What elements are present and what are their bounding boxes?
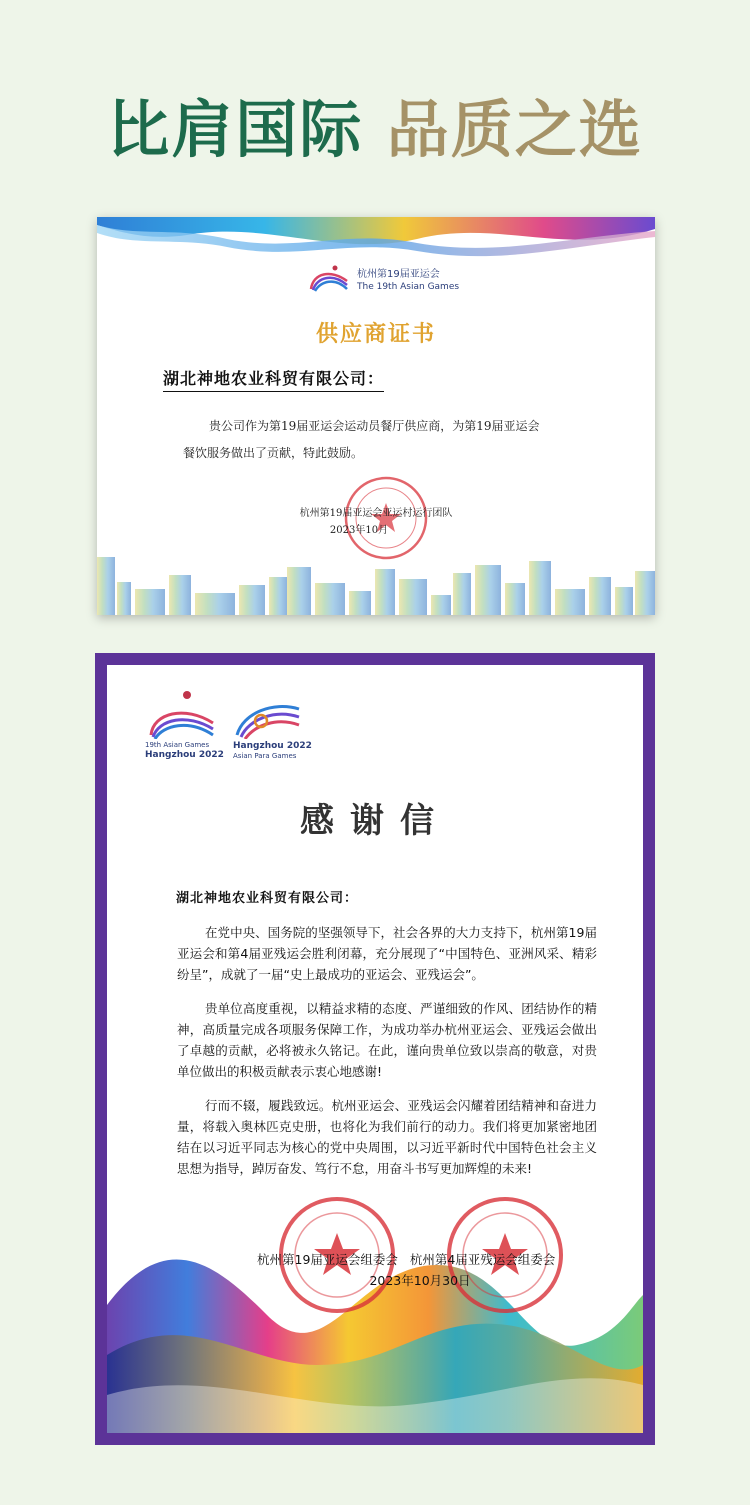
issuer-1: 杭州第19届亚运会组委会 [257,1252,398,1267]
asian-games-emblem-icon [145,689,217,739]
logo-en-text: The 19th Asian Games [357,282,460,292]
headline-secondary: 品质之选 [386,93,643,166]
letter-signature [257,1249,577,1291]
logo1-line1: 19th Asian Games [145,741,210,749]
page-headline [0,92,750,168]
letter-date: 2023年10月30日 [369,1273,471,1288]
headline-primary: 比肩国际 [107,93,364,166]
issuer-2: 杭州第4届亚残运会组委会 [409,1252,556,1267]
asian-games-logo [145,689,224,760]
logo2-line2: Asian Para Games [233,752,297,760]
recipient-name: 湖北神地农业科贸有限公司： [163,366,384,392]
paragraph-1-text: 在党中央、国务院的坚强领导下，社会各界的大力支持下，杭州第19届亚运会和第4届亚残运会胜利闭幕，充分展现了“中国特色、亚洲风采、精彩纷呈”，成就了一届“史上最成功的亚运会、亚残运会”。 [177,925,597,982]
letter-title: 感谢信 [300,801,450,841]
paragraph-2 [177,998,597,1082]
paragraph-3 [177,1095,597,1179]
logo1-line2: Hangzhou 2022 [145,750,224,760]
asian-para-games-logo [233,695,312,760]
paragraph-3-text: 行而不辍，履践致远。杭州亚运会、亚残运会闪耀着团结精神和奋进力量，将载入奥林匹克史册，也将化为我们前行的动力。我们将更加紧密地团结在以习近平同志为核心的党中央周围，以习近平新时代中国特色社会主义思想为指导，踔厉奋发、笃行不怠，用奋斗书写更加辉煌的未来! [177,1098,597,1176]
body-line-1: 贵公司作为第19届亚运会运动员餐厅供应商，为第19届亚运会 [209,419,540,433]
logo-cn-text: 杭州第19届亚运会 [357,269,440,280]
paragraph-2-text: 贵单位高度重视，以精益求精的态度、严谨细致的作风、团结协作的精神，高质量完成各项服务保障工作，为成功举办杭州亚运会、亚残运会做出了卓越的贡献，必将被永久铭记。在此，谨向贵单位致以崇高的敬意，对贵单位做出的积极贡献表示衷心地感谢! [177,1001,597,1079]
recipient-name: 湖北神地农业科贸有限公司： [176,891,359,906]
certificate-title: 供应商证书 [315,321,436,347]
issue-date: 2023年10月 [329,525,389,536]
body-line-2: 餐饮服务做出了贡献，特此鼓励。 [183,446,364,460]
thank-you-letter [95,653,655,1445]
supplier-certificate [97,217,655,615]
asian-games-emblem-icon [307,263,351,293]
issuer-name: 杭州第19届亚运会亚运村运行团队 [299,508,453,519]
asian-games-logo [307,263,460,297]
asian-para-games-emblem-icon [233,695,303,739]
logo2-line1: Hangzhou 2022 [233,741,312,751]
paragraph-1 [177,922,597,985]
certificate-signature [97,505,655,539]
certificate-body [183,413,569,460]
letter-paper [107,665,643,1433]
